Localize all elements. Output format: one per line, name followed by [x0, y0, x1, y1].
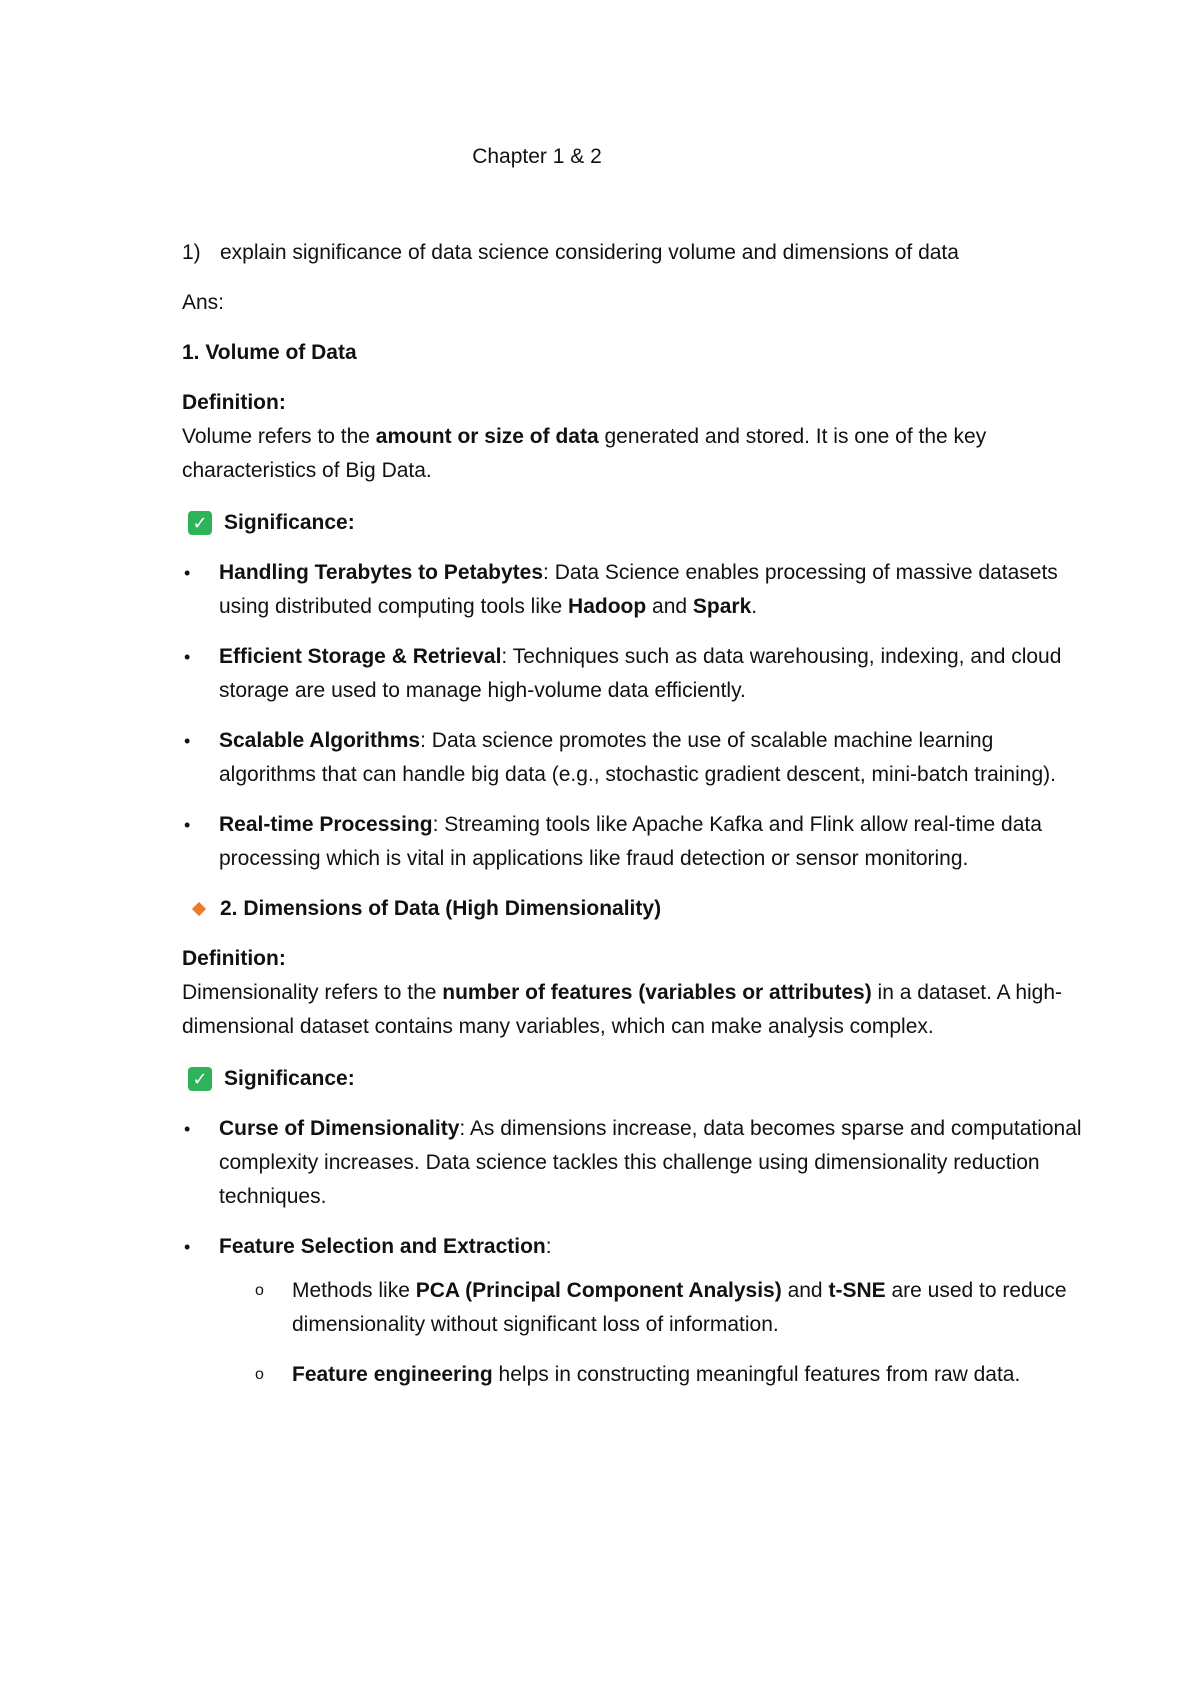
- list-item: [182, 1230, 1082, 1392]
- page-title: Chapter 1 & 2: [472, 145, 602, 168]
- bullet-bold: Scalable Algorithms: [219, 729, 421, 752]
- section2-significance: [182, 1062, 1082, 1096]
- bullet-bold: Handling Terabytes to Petabytes: [219, 561, 544, 584]
- bullet-text: : As dimensions increase, data becomes sparse and computational complexity increases. Data science tackles this challenge using dimensionality reduction techniques.: [219, 1117, 1082, 1208]
- bullet-bold: Efficient Storage & Retrieval: [219, 645, 502, 668]
- sub-bullet-icon: o: [255, 1282, 264, 1299]
- section2-bullet-list: [182, 1112, 1082, 1392]
- bullet-bold: Feature Selection and Extraction: [219, 1235, 546, 1258]
- question-number: 1): [182, 241, 201, 264]
- check-icon: ✓: [188, 1067, 212, 1091]
- significance-label: Significance:: [224, 1067, 355, 1090]
- bullet-text: : Techniques such as data warehousing, indexing, and cloud storage are used to manage high-volume data efficiently.: [219, 645, 1062, 702]
- list-item: [182, 808, 1082, 876]
- answer-label: Ans:: [182, 291, 225, 314]
- sub-bullet-list: [219, 1274, 1082, 1392]
- sub-bullet-text: Methods like: [292, 1279, 416, 1302]
- sub-bullet-text: and: [781, 1279, 829, 1302]
- def-text: Dimensionality refers to the: [182, 981, 443, 1004]
- sub-bullet-icon: o: [255, 1366, 264, 1383]
- bullet-text: : Data Science enables processing of massive datasets using distributed computing tools like: [219, 561, 1058, 618]
- bullet-icon: •: [184, 731, 191, 751]
- check-icon: ✓: [188, 511, 212, 535]
- section1-bullet-list: [182, 556, 1082, 876]
- significance-label: Significance:: [224, 511, 355, 534]
- bullet-text: : Streaming tools like Apache Kafka and Flink allow real-time data processing which is vital in applications like fraud detection or sensor monitoring.: [219, 813, 1042, 870]
- sub-bullet-text: helps in constructing meaningful features from raw data.: [492, 1363, 1021, 1386]
- bullet-text: and: [646, 595, 693, 618]
- def-text: generated and stored. It is one of the key characteristics of Big Data.: [182, 425, 987, 482]
- section1-heading: 1. Volume of Data: [182, 341, 357, 364]
- section2-heading: [182, 892, 1082, 926]
- section2-heading-text: 2. Dimensions of Data (High Dimensionality): [220, 897, 662, 920]
- section1-definition-label: Definition:: [182, 391, 286, 414]
- sub-bullet-bold: Feature engineering: [292, 1363, 493, 1386]
- question-1: [182, 236, 1082, 270]
- bullet-bold: Spark: [692, 595, 752, 618]
- diamond-icon: [192, 902, 206, 916]
- question-text: explain significance of data science considering volume and dimensions of data: [220, 241, 959, 264]
- section1-definition-text: [182, 420, 1082, 488]
- sub-bullet-text: are used to reduce dimensionality without significant loss of information.: [292, 1279, 1067, 1336]
- list-item: [182, 1112, 1082, 1214]
- def-text: in a dataset. A high-dimensional dataset contains many variables, which can make analysis complex.: [182, 981, 1063, 1038]
- bullet-bold: Real-time Processing: [219, 813, 433, 836]
- bullet-icon: •: [184, 563, 191, 583]
- def-bold: amount or size of data: [375, 425, 599, 448]
- list-item: [182, 724, 1082, 792]
- list-item: [182, 556, 1082, 624]
- document-page: [182, 140, 1082, 1408]
- list-item: [182, 640, 1082, 708]
- def-text: Volume refers to the: [182, 425, 376, 448]
- def-bold: number of features (variables or attributes): [442, 981, 872, 1004]
- sub-list-item: [219, 1358, 1082, 1392]
- section2-definition-text: [182, 976, 1082, 1044]
- section2-definition-label: Definition:: [182, 947, 286, 970]
- bullet-icon: •: [184, 1119, 191, 1139]
- sub-bullet-bold: t-SNE: [828, 1279, 886, 1302]
- bullet-text: :: [545, 1235, 552, 1258]
- bullet-icon: •: [184, 815, 191, 835]
- bullet-icon: •: [184, 1237, 191, 1257]
- bullet-bold: Hadoop: [568, 595, 647, 618]
- sub-list-item: [219, 1274, 1082, 1342]
- bullet-bold: Curse of Dimensionality: [219, 1117, 460, 1140]
- bullet-text: : Data science promotes the use of scalable machine learning algorithms that can handle big data (e.g., stochastic gradient descent, mini-batch training).: [219, 729, 1056, 786]
- bullet-text: .: [751, 595, 758, 618]
- bullet-icon: •: [184, 647, 191, 667]
- sub-bullet-bold: PCA (Principal Component Analysis): [415, 1279, 782, 1302]
- section1-significance: [182, 506, 1082, 540]
